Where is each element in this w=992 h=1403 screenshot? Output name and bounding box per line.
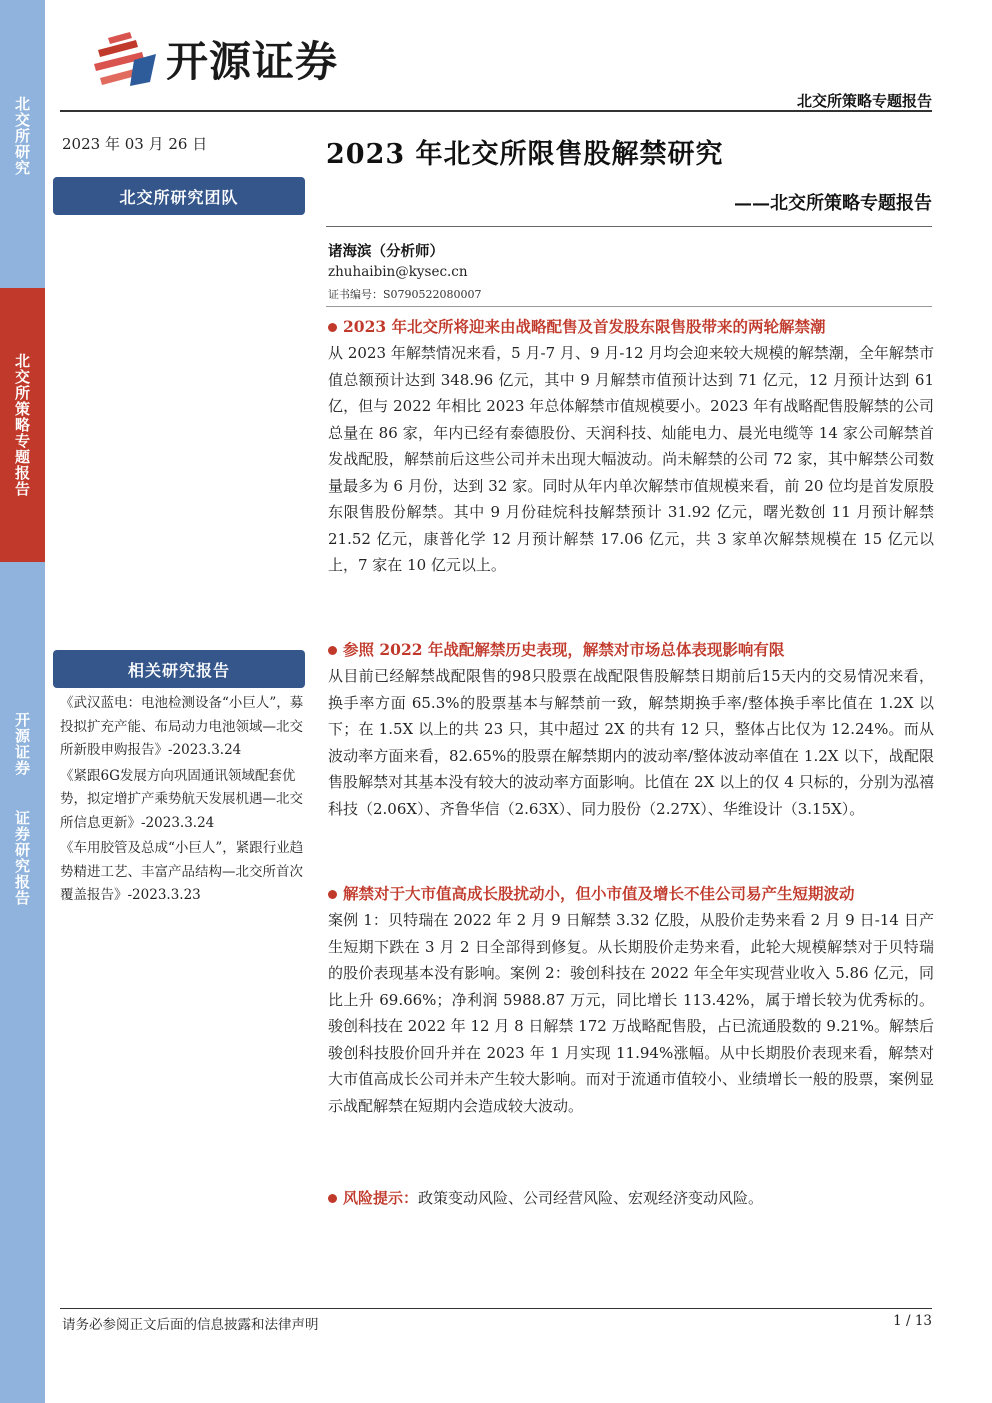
team-badge: 北交所研究团队 (53, 177, 305, 215)
sidebar-section-brand (0, 712, 45, 802)
footer-disclaimer: 请务必参阅正文后面的信息披露和法律声明 (62, 1317, 319, 1333)
report-subtitle: ——北交所策略专题报告 (734, 193, 932, 214)
sidebar-label-report: 证券研究报告 (13, 810, 31, 906)
related-reports-list (60, 692, 312, 910)
section-body: 从 2023 年解禁情况来看，5 月-7 月、9 月-12 月均会迎来较大规模的解禁潮，全年解禁市值总额预计达到 348.96 亿元，其中 9 月解禁市值预计达到 71 亿元，12 月预计达到 61 亿，但与 2022 年相比 2023 年总体解禁市值规模要小。2023 年有战略配售股解禁的公司总量在 86 家，年内已经有泰德股份、天润科技、灿能电力、晨光电缆等 14 家公司解禁首发战配股，解禁前后这些公司并未出现大幅波动。尚未解禁的公司 72 家，其中解禁公司数量最多为 6 月份，达到 32 家。同时从年内单次解禁市值规模来看，前 20 位均是首发原股东限售股份解禁。其中 9 月份硅烷科技解禁预计 31.92 亿元，曙光数创 11 月预计解禁 21.52 亿元，康普化学 12 月预计解禁 17.06 亿元，共 3 家单次解禁规模在 15 亿元以上，7 家在 10 亿元以上。 (328, 344, 934, 574)
bullet-icon (328, 323, 337, 332)
analyst-divider (326, 306, 932, 307)
header-divider (60, 110, 932, 112)
sidebar-section-research (0, 96, 45, 196)
section-heading: 解禁对于大市值高成长股扰动小，但小市值及增长不佳公司易产生短期波动 (343, 884, 855, 903)
bullet-icon (328, 890, 337, 899)
section-2 (328, 637, 934, 822)
risk-label: 风险提示： (343, 1189, 419, 1207)
section-1 (328, 314, 934, 579)
section-heading: 2023 年北交所将迎来由战略配售及首发股东限售股带来的两轮解禁潮 (343, 317, 826, 336)
related-report-item[interactable]: 《车用胶管及总成“小巨人”，紧跟行业趋势精进工艺、丰富产品结构—北交所首次覆盖报告》-2023.3.23 (60, 840, 304, 903)
risk-text: 政策变动风险、公司经营风险、宏观经济变动风险。 (418, 1189, 764, 1207)
brand-name: 开源证券 (166, 37, 339, 86)
analyst-cert: 证书编号：S0790522080007 (328, 288, 482, 301)
report-type-label: 北交所策略专题报告 (796, 92, 932, 110)
sidebar-label-research: 北交所研究 (13, 96, 31, 176)
risk-section (328, 1185, 934, 1211)
bullet-icon (328, 1194, 337, 1203)
report-date: 2023 年 03 月 26 日 (62, 135, 208, 153)
analyst-email[interactable]: zhuhaibin@kysec.cn (328, 264, 468, 280)
section-body: 案例 1：贝特瑞在 2022 年 2 月 9 日解禁 3.32 亿股，从股价走势来看 2 月 9 日-14 日产生短期下跌在 3 月 2 日全部得到修复。从长期股价走势来看，此轮大规模解禁对于贝特瑞的股价表现基本没有影响。案例 2：骏创科技在 2022 年全年实现营业收入 5.86 亿元，同比上升 69.66%；净利润 5988.87 万元，同比增长 113.42%，属于增长较为优秀标的。骏创科技在 2022 年 12 月 8 日解禁 172 万战略配售股，占已流通股数的 9.21%。解禁后骏创科技股价回升并在 2023 年 1 月实现 11.94%涨幅。从中长期股价表现来看，解禁对大市值高成长公司并未产生较大影响。而对于流通市值较小、业绩增长一般的股票，案例显示战配解禁在短期内会造成较大波动。 (328, 911, 935, 1115)
section-heading: 参照 2022 年战配解禁历史表现，解禁对市场总体表现影响有限 (343, 640, 785, 659)
bullet-icon (328, 646, 337, 655)
related-report-item[interactable]: 《紧跟6G发展方向巩固通讯领域配套优势，拟定增扩产乘势航天发展机遇—北交所信息更新》-2023.3.24 (60, 767, 303, 831)
sidebar-label-strategy: 北交所策略专题报告 (13, 353, 31, 497)
sidebar-section-strategy (0, 288, 45, 562)
section-3 (328, 881, 934, 1119)
section-body: 从目前已经解禁战配限售的98只股票在战配限售股解禁日期前后15天内的交易情况来看，换手率方面 65.3%的股票基本与解禁前一致，解禁期换手率/整体换手率比值在 1.2X 以下；在 1.5X 以上的共 23 只，其中超过 2X 的共有 12 只，整体占比仅为 12.24%。而从波动率方面来看，82.65%的股票在解禁期内的波动率/整体波动率值在 1.2X 以下，战配限售股解禁对其基本没有较大的波动率方面影响。比值在 2X 以上的仅 4 只标的，分别为泓禧科技（2.06X）、齐鲁华信（2.63X）、同力股份（2.27X）、华维设计（3.15X）。 (328, 667, 934, 818)
report-title: 2023 年北交所限售股解禁研究 (326, 139, 724, 170)
logo-mark-icon (90, 30, 160, 88)
page-number: 1 / 13 (893, 1313, 932, 1329)
related-reports-header: 相关研究报告 (53, 650, 305, 688)
related-report-item[interactable]: 《武汉蓝电：电池检测设备“小巨人”，募投拟扩充产能、布局动力电池领域—北交所新股申购报告》-2023.3.24 (60, 695, 304, 758)
analyst-name: 诸海滨（分析师） (328, 243, 444, 260)
title-divider (326, 226, 932, 227)
brand-logo (90, 28, 338, 90)
footer-divider (60, 1308, 932, 1309)
sidebar-section-report (0, 810, 45, 910)
sidebar-label-brand: 开源证券 (13, 712, 31, 776)
left-sidebar (0, 0, 45, 1403)
